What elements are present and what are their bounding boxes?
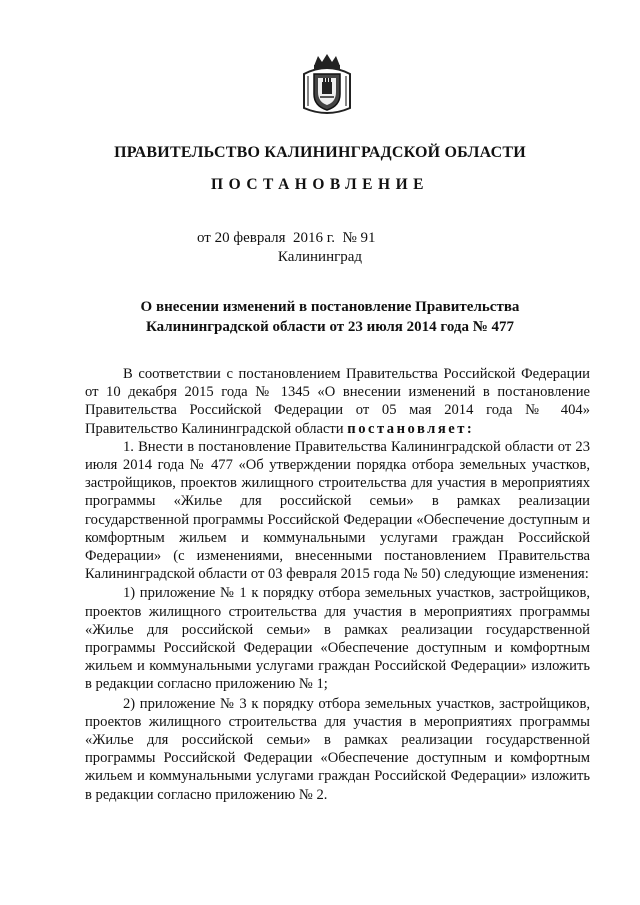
- document-date: 20 февраля 2016 г.: [214, 230, 335, 246]
- paragraph-subitem-2: 2) приложение № 3 к порядку отбора земельных участков, застройщиков, проектов жилищного строительства для участия в мероприятиях программы «Жилье для российской семьи» в рамках реализации государственной программы Российской Федерации «Обеспечение доступным и комфортным жильем и коммунальными услугами граждан Российской Федерации» изложить в редакции согласно приложению № 2.: [85, 695, 590, 803]
- document-type: ПОСТАНОВЛЕНИЕ: [211, 176, 429, 193]
- resolves-word: постановляет:: [347, 420, 475, 437]
- date-line: [197, 230, 376, 247]
- document-subject: [100, 297, 560, 337]
- preamble-text: В соответствии с постановлением Правительства Российской Федерации от 10 декабря 2015 года № 1345 «О внесении изменений в постановление Правительства Российской Федерации от 05 мая 2014 года № 404» Правительство Калининградской области: [85, 366, 590, 437]
- document-number: 91: [360, 230, 376, 246]
- number-prefix: №: [342, 230, 357, 246]
- coat-of-arms-icon: [300, 52, 354, 118]
- paragraph-item-1: 1. Внести в постановление Правительства Калининградской области от 23 июля 2014 года № 477 «Об утверждении порядка отбора земельных участков, застройщиков, проектов жилищного строительства для участия в мероприятиях программы «Жилье для российской семьи» в рамках реализации государственной программы Российской Федерации «Обеспечение доступным и комфортным жильем и коммунальными услугами граждан Российской Федерации» (с изменениями, внесенными постановлением Правительства Калининградской области от 03 февраля 2015 года № 50) следующие изменения:: [85, 438, 590, 583]
- subject-line-2: Калининградской области от 23 июля 2014 года № 477: [145, 319, 515, 335]
- date-prefix: от: [197, 230, 211, 246]
- paragraph-subitem-1: 1) приложение № 1 к порядку отбора земельных участков, застройщиков, проектов жилищного строительства для участия в мероприятиях программы «Жилье для российской семьи» в рамках реализации государственной программы Российской Федерации «Обеспечение доступным и комфортным жильем и коммунальными услугами граждан Российской Федерации» изложить в редакции согласно приложению № 1;: [85, 585, 590, 693]
- paragraph-preamble: [85, 365, 590, 438]
- city: Калининград: [277, 249, 363, 265]
- government-title: ПРАВИТЕЛЬСТВО КАЛИНИНГРАДСКОЙ ОБЛАСТИ: [114, 144, 526, 161]
- subject-line-1: О внесении изменений в постановление Правительства: [140, 299, 520, 315]
- document-body: [85, 365, 590, 804]
